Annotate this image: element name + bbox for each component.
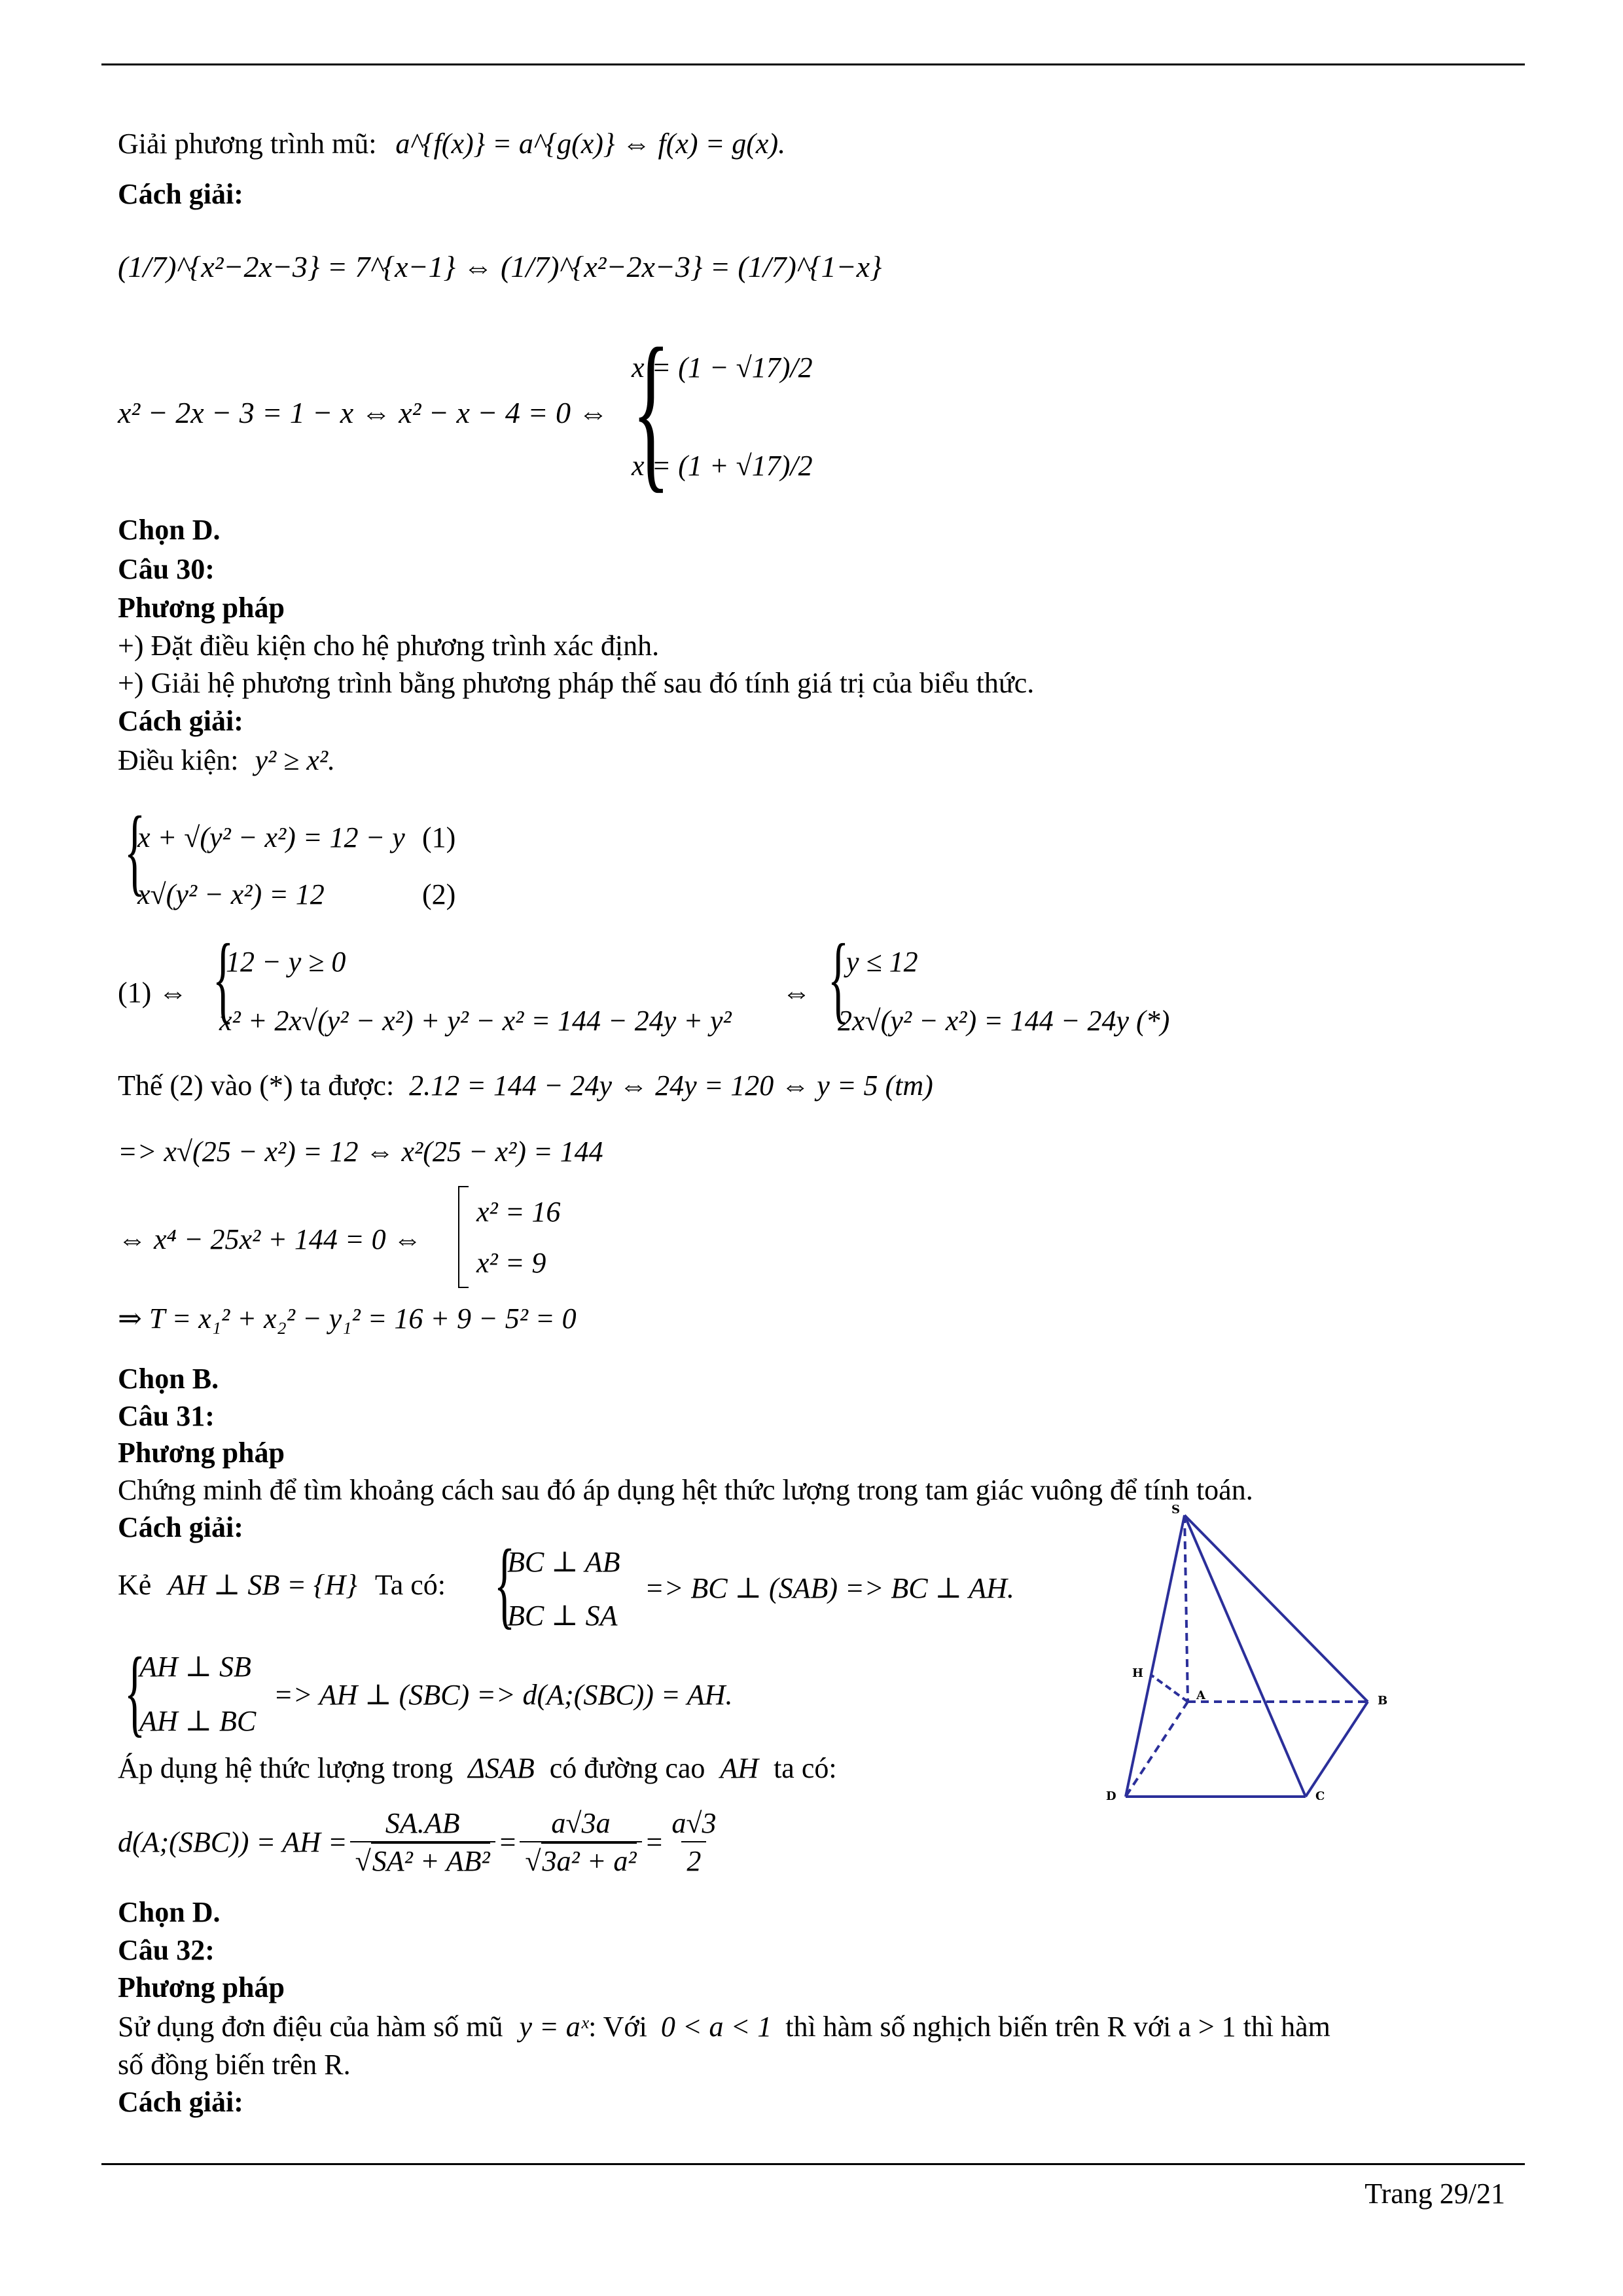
answer-1: Chọn D.: [118, 514, 221, 546]
apdung-text-1: Áp dụng hệ thức lượng trong: [118, 1752, 454, 1784]
cach-giai-30: Cách giải:: [118, 705, 243, 737]
construction-brace: {: [493, 1530, 516, 1638]
distance-fraction-3-den: 2: [681, 1841, 706, 1876]
construction-formula: AH ⊥ SB = {H}: [168, 1569, 357, 1601]
pyramid-figure: [1086, 1499, 1427, 1800]
bottom-rule: [101, 2163, 1525, 2165]
cach-giai-31: Cách giải:: [118, 1511, 243, 1543]
system-1-eq-1: x + √(y² − x²) = 12 − y: [137, 821, 405, 853]
apdung-math-2: AH: [720, 1752, 759, 1784]
method-heading-32: Phương pháp: [118, 1971, 285, 2003]
distance-fraction-1-num: SA.AB: [385, 1806, 460, 1839]
distance-fraction-2: $\frac{a√3a}{\text{√3a² + a²}}$: [520, 1808, 641, 1876]
label-C: C: [1315, 1789, 1325, 1800]
construction-line: [118, 1571, 446, 1600]
implication-2-bracket: [458, 1186, 469, 1288]
answer-2: Chọn B.: [118, 1363, 219, 1395]
cach-giai-32: Cách giải:: [118, 2086, 243, 2118]
eq1-sys-3: y ≤ 12: [846, 946, 918, 978]
segment-AH: [1152, 1676, 1188, 1702]
eq1-label: (1) ⇔: [118, 977, 188, 1009]
method-32-math-b: 0 < a < 1: [660, 2011, 772, 2043]
construction-result: => BC ⊥ (SAB) => BC ⊥ AH.: [645, 1572, 1014, 1604]
equation-b-solution-1: x = (1 − √17)/2: [632, 351, 813, 384]
eq1-sys-4: 2x√(y² − x²) = 144 − 24y (*): [838, 1005, 1170, 1037]
edge-SC: [1185, 1515, 1306, 1797]
system-1-tag-2: (2): [422, 878, 456, 910]
distance-fraction-3-num: a√3: [671, 1806, 717, 1839]
method-30-step-1: +) Đặt điều kiện cho hệ phương trình xác định.: [118, 630, 660, 662]
distance-fraction-2-num: a√3a: [551, 1806, 611, 1839]
method-32-text-b: : Với: [588, 2011, 647, 2043]
distance-fraction-2-den: 3a² + a²: [541, 1842, 637, 1877]
page-footer: Trang 29/21: [1364, 2178, 1505, 2210]
method-30-step-2: +) Giải hệ phương trình bằng phương pháp thế sau đó tính giá trị của biểu thức.: [118, 667, 1035, 699]
method-formula: a^{f(x)} = a^{g(x)} ⇔ f(x) = g(x).: [395, 128, 786, 160]
ah-sys-1: AH ⊥ SB: [139, 1651, 251, 1683]
eq1-brace-1: {: [212, 924, 234, 1033]
condition-line: [118, 746, 335, 775]
condition-formula: y² ≥ x².: [255, 744, 336, 776]
implication-2: ⇔ x⁴ − 25x² + 144 = 0 ⇔: [118, 1223, 422, 1255]
method-32-text-a: Sử dụng đơn điệu của hàm số mũ: [118, 2011, 503, 2043]
implication-3: ⇒ T = x₁² + x₂² − y₁² = 16 + 9 − 5² = 0: [118, 1302, 577, 1335]
distance-fraction-3: [666, 1808, 721, 1876]
equation-b-solution-2: x = (1 + √17)/2: [632, 450, 813, 482]
construction-ta-co: Ta có:: [374, 1569, 446, 1601]
implication-2-sol-1: x² = 16: [476, 1196, 561, 1228]
method-31-text: Chứng minh để tìm khoảng cách sau đó áp dụng hệt thức lượng trong tam giác vuông để tính toán.: [118, 1474, 1253, 1506]
construction-sys-1: BC ⊥ AB: [507, 1546, 620, 1578]
substitution-text: Thế (2) vào (*) ta được:: [118, 1069, 395, 1102]
ah-sys-2: AH ⊥ BC: [139, 1705, 257, 1737]
implication-2-sol-2: x² = 9: [476, 1247, 546, 1279]
label-H: H: [1132, 1666, 1144, 1680]
eq1-arrow: ⇔: [782, 977, 811, 1009]
equation-b: x² − 2x − 3 = 1 − x ⇔ x² − x − 4 = 0 ⇔: [118, 396, 609, 429]
method-32-line-1: [118, 2013, 1330, 2041]
method-32-line-2: số đồng biến trên R.: [118, 2049, 351, 2081]
construction-text: Kẻ: [118, 1569, 152, 1601]
apdung-text-2: có đường cao: [549, 1752, 705, 1784]
label-A: A: [1196, 1689, 1205, 1702]
distance-fraction-1-den: SA² + AB²: [371, 1842, 490, 1877]
distance-formula: d(A;(SBC)) = AH = $\frac{SA.AB}{\text{√SA² + AB²}}$ = $\frac{a√3a}{\text{√3a² + a²}}$ = $\frac{a√3}{2}$: [118, 1793, 724, 1892]
distance-fraction-1: $\frac{SA.AB}{\text{√SA² + AB²}}$: [350, 1808, 495, 1876]
apdung-text-3: ta có:: [774, 1752, 837, 1784]
edge-SB: [1185, 1515, 1368, 1702]
method-heading-31: Phương pháp: [118, 1437, 285, 1469]
apdung-math-1: ΔSAB: [468, 1752, 535, 1784]
method-32-text-c: thì hàm số nghịch biến trên R với a > 1 thì hàm: [785, 2011, 1330, 2043]
ah-result: => AH ⊥ (SBC) => d(A;(SBC)) = AH.: [274, 1679, 733, 1711]
top-rule: [101, 63, 1525, 65]
implication-1: => x√(25 − x²) = 12 ⇔ x²(25 − x²) = 144: [118, 1136, 603, 1168]
condition-label: Điều kiện:: [118, 744, 239, 776]
eq1-sys-1: 12 − y ≥ 0: [226, 946, 346, 978]
system-1-tag-1: (1): [422, 821, 456, 853]
edge-SA: [1185, 1515, 1188, 1702]
construction-sys-2: BC ⊥ SA: [507, 1600, 618, 1632]
substitution-line: [118, 1071, 933, 1100]
label-S: S: [1171, 1503, 1180, 1516]
equation-a: (1/7)^{x²−2x−3} = 7^{x−1} ⇔ (1/7)^{x²−2x−3} = (1/7)^{1−x}: [118, 250, 882, 283]
answer-3: Chọn D.: [118, 1896, 221, 1928]
system-1-eq-2: x√(y² − x²) = 12: [137, 878, 325, 910]
question-32: Câu 32:: [118, 1934, 215, 1966]
cach-giai-heading: Cách giải:: [118, 178, 243, 210]
edge-BC: [1306, 1702, 1368, 1797]
equation-b-brace: {: [632, 312, 670, 508]
ah-brace: {: [124, 1638, 146, 1746]
substitution-formula: 2.12 = 144 − 24y ⇔ 24y = 120 ⇔ y = 5 (tm): [409, 1069, 933, 1102]
system-1-brace: {: [124, 797, 146, 905]
label-B: B: [1378, 1694, 1388, 1708]
question-31: Câu 31:: [118, 1400, 215, 1432]
eq1-brace-2: {: [827, 924, 849, 1033]
method-32-math-a: y = aˣ: [519, 2011, 589, 2043]
method-text: Giải phương trình mũ:: [118, 128, 377, 160]
method-heading-30: Phương pháp: [118, 592, 285, 624]
eq1-sys-2: x² + 2x√(y² − x²) + y² − x² = 144 − 24y + y²: [219, 1005, 732, 1037]
edge-SD: [1126, 1515, 1185, 1797]
distance-lhs: d(A;(SBC)) = AH =: [118, 1826, 348, 1858]
label-D: D: [1106, 1789, 1116, 1800]
question-30: Câu 30:: [118, 553, 215, 585]
method-line: [118, 130, 785, 158]
apdung-line: [118, 1754, 837, 1783]
